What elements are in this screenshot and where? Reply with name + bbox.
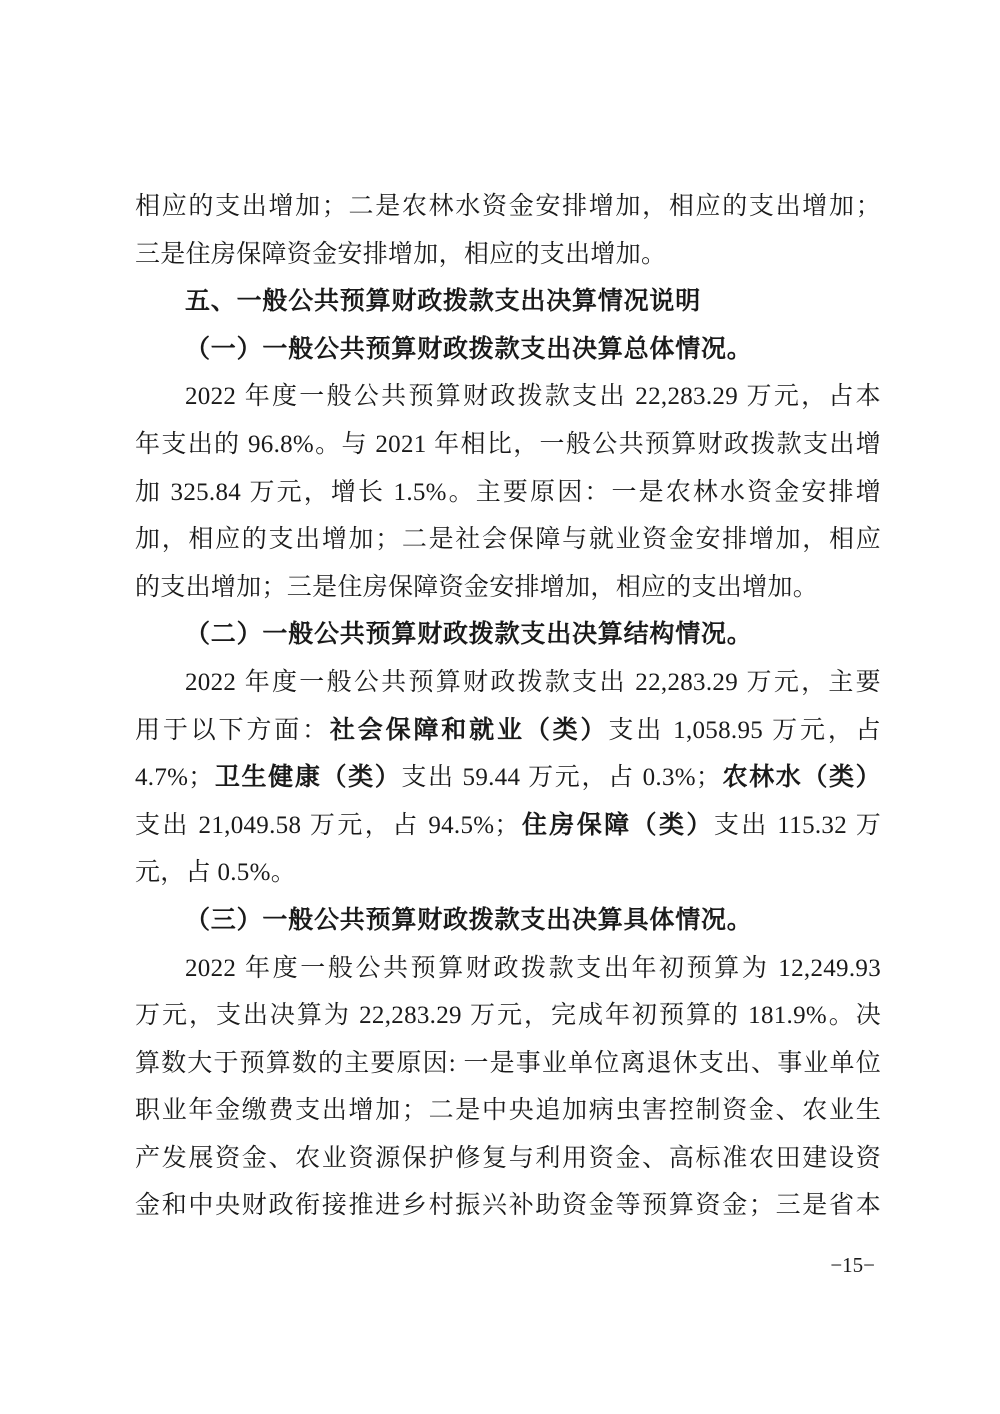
text-run: 支出 115.32 万 [713,811,882,839]
text-line [135,849,881,897]
text-run: 2022 年度一般公共预算财政拨款支出 22,283.29 万元，主要 [185,668,881,696]
section-heading [135,278,881,326]
text-run: 支出 59.44 万元，占 0.3%； [401,764,722,792]
text-run: 年支出的 96.8%。与 2021 年相比，一般公共预算财政拨款支出增 [135,430,881,458]
text-line [135,945,881,993]
document-body [135,183,881,1230]
text-line [135,992,881,1040]
text-line [135,1135,881,1183]
text-line [135,1182,881,1230]
text-line [135,1040,881,1088]
text-run: 元，占 0.5%。 [135,859,297,887]
text-run: 用于以下方面： [135,716,330,744]
text-line [135,516,881,564]
text-line [135,469,881,517]
text-line [135,754,881,802]
bold-text-run: 农林水（类） [721,764,881,792]
text-run: 三是住房保障资金安排增加，相应的支出增加。 [135,240,667,268]
text-line [135,373,881,421]
section-heading [135,326,881,374]
text-line [135,1087,881,1135]
text-run: 产发展资金、农业资源保护修复与利用资金、高标准农田建设资 [135,1144,881,1172]
text-line [135,707,881,755]
text-run: 职业年金缴费支出增加；二是中央追加病虫害控制资金、农业生 [135,1097,881,1125]
text-run: 2022 年度一般公共预算财政拨款支出年初预算为 12,249.93 [185,954,881,982]
text-run: 支出 1,058.95 万元，占 [608,716,881,744]
bold-text-run: 住房保障（类） [519,811,714,839]
text-line [135,564,881,612]
section-heading [135,897,881,945]
section-heading [135,611,881,659]
text-run: 4.7%； [135,764,214,792]
bold-text-run: （一）一般公共预算财政拨款支出决算总体情况。 [185,335,753,363]
text-run: 加，相应的支出增加；二是社会保障与就业资金安排增加，相应 [135,526,881,554]
text-run: 2022 年度一般公共预算财政拨款支出 22,283.29 万元，占本 [185,383,881,411]
text-line [135,183,881,231]
text-run: 相应的支出增加；二是农林水资金安排增加，相应的支出增加； [135,193,881,220]
bold-text-run: 五、一般公共预算财政拨款支出决算情况说明 [185,288,702,316]
text-line [135,659,881,707]
text-run: 算数大于预算数的主要原因: 一是事业单位离退休支出、事业单位 [135,1049,881,1077]
text-run: 万元，支出决算为 22,283.29 万元，完成年初预算的 181.9%。决 [135,1002,881,1030]
text-run: 支出 21,049.58 万元，占 94.5%； [135,811,520,839]
text-line [135,421,881,469]
bold-text-run: 社会保障和就业（类） [329,716,609,744]
page-number: −15− [830,1253,875,1277]
text-run: 金和中央财政衔接推进乡村振兴补助资金等预算资金；三是省本 [135,1192,881,1220]
text-run: 的支出增加；三是住房保障资金安排增加，相应的支出增加。 [135,573,819,601]
text-line [135,231,881,279]
bold-text-run: 卫生健康（类） [213,764,402,792]
bold-text-run: （二）一般公共预算财政拨款支出决算结构情况。 [185,621,753,649]
text-run: 加 325.84 万元，增长 1.5%。主要原因：一是农林水资金安排增 [135,478,881,506]
bold-text-run: （三）一般公共预算财政拨款支出决算具体情况。 [185,906,753,934]
text-line [135,802,881,850]
